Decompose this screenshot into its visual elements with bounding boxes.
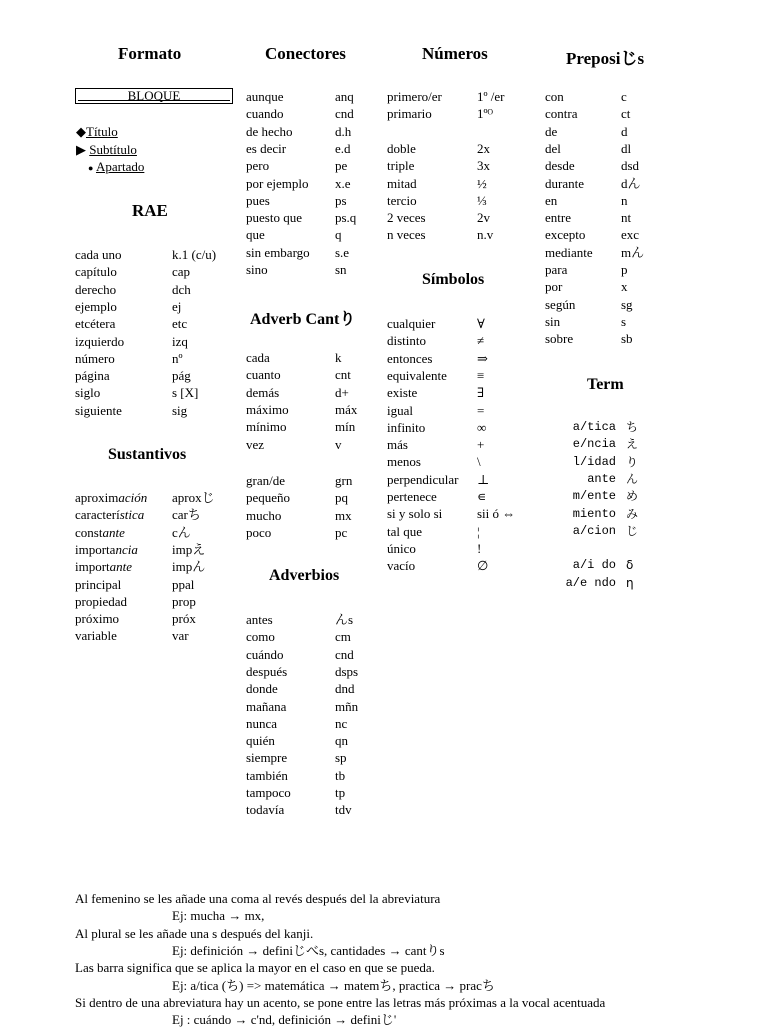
adverb-cant-abbr: d+ bbox=[335, 384, 349, 400]
titulo-label: Título bbox=[86, 124, 118, 139]
simbolo-abbr: ≠ bbox=[477, 333, 485, 349]
sustantivo-stem: caracterí bbox=[75, 507, 120, 523]
preposicion-abbr: sg bbox=[621, 296, 633, 312]
sustantivo-stem: import bbox=[75, 559, 110, 575]
adverbio-abbr: んs bbox=[335, 612, 354, 627]
simbolo-abbr: ⇒ bbox=[477, 350, 488, 366]
term-ending: ante bbox=[587, 471, 616, 486]
conector-abbr: e.d bbox=[335, 140, 351, 156]
rae-abbr: k.1 (c/u) bbox=[172, 247, 217, 262]
preposicion-term: sin bbox=[545, 313, 561, 329]
sustantivo-term bbox=[75, 610, 119, 627]
sustantivo-stem: próximo bbox=[75, 611, 120, 627]
adverbio-term: también bbox=[246, 767, 288, 783]
adverb-cant-term: pequeño bbox=[246, 490, 291, 506]
sustantivo-term bbox=[75, 489, 147, 506]
bullet-icon: ● bbox=[88, 163, 94, 173]
term-symbol: δ bbox=[626, 558, 634, 573]
footer-example: Ej : cuándo → c'nd, definición → definiじ' bbox=[172, 1012, 397, 1028]
preposicion-term: del bbox=[545, 140, 561, 156]
sustantivo-abbr: var bbox=[172, 628, 189, 644]
format-subtitulo bbox=[76, 141, 137, 158]
numero-term: tercio bbox=[387, 192, 417, 208]
sustantivo-ending: stica bbox=[119, 507, 145, 523]
apartado-label: Apartado bbox=[95, 159, 145, 174]
adverbio-abbr: dnd bbox=[335, 681, 355, 697]
adverb-cant-abbr: máx bbox=[335, 401, 358, 417]
sustantivo-abbr: aproxじ bbox=[172, 490, 215, 505]
adverbio-term: antes bbox=[246, 612, 273, 627]
preposicion-abbr: d bbox=[621, 123, 628, 139]
rae-term: número bbox=[75, 350, 115, 366]
numero-term: doble bbox=[387, 140, 416, 156]
term-symbol: み bbox=[626, 506, 639, 521]
sustantivo-term bbox=[75, 627, 117, 644]
sustantivo-abbr: carち bbox=[172, 507, 201, 523]
term-ending: miento bbox=[572, 506, 616, 521]
sustantivo-ending: ante bbox=[109, 559, 133, 575]
numero-abbr: ½ bbox=[477, 175, 487, 191]
adverbio-term: mañana bbox=[246, 698, 287, 714]
numero-abbr: 1ºᴼ bbox=[477, 106, 493, 122]
header-conectores: Conectores bbox=[265, 44, 346, 63]
preposicion-abbr: p bbox=[621, 262, 628, 277]
adverbio-abbr: tp bbox=[335, 785, 346, 800]
adverb-cant-abbr: pq bbox=[335, 490, 348, 506]
preposicion-term: durante bbox=[545, 175, 584, 191]
adverb-cant-term: máximo bbox=[246, 401, 289, 417]
adverbio-term: donde bbox=[246, 681, 278, 697]
term-symbol: η bbox=[626, 575, 634, 590]
diamond-icon: ◆ bbox=[76, 124, 86, 139]
preposicion-term: para bbox=[545, 262, 568, 277]
rae-abbr: cap bbox=[172, 264, 191, 280]
conector-term: cuando bbox=[246, 106, 284, 122]
numero-abbr: 2x bbox=[477, 140, 490, 156]
adverbio-term: tampoco bbox=[246, 785, 291, 800]
simbolo-abbr: ∊ bbox=[477, 489, 487, 504]
preposicion-abbr: dん bbox=[621, 175, 641, 191]
term-ending: l/idad bbox=[572, 454, 616, 469]
conector-term: sino bbox=[246, 262, 268, 277]
preposicion-abbr: dsd bbox=[621, 158, 640, 174]
conector-abbr: cnd bbox=[335, 106, 354, 122]
conector-term: por ejemplo bbox=[246, 175, 309, 191]
footer-example: Ej: mucha → mx, bbox=[172, 908, 265, 924]
sustantivo-stem: const bbox=[75, 524, 103, 540]
term-ending: e/ncia bbox=[572, 437, 616, 452]
header-sustantivos: Sustantivos bbox=[108, 446, 187, 463]
header-simbolos: Símbolos bbox=[422, 271, 485, 288]
sustantivo-ending: ncia bbox=[115, 541, 138, 557]
header-adverb-cant: Adverb Cantり bbox=[250, 311, 356, 328]
adverb-cant-abbr: mín bbox=[335, 419, 356, 435]
sustantivo-stem: variable bbox=[75, 628, 117, 644]
numero-term: triple bbox=[387, 158, 415, 174]
adverbio-abbr: tdv bbox=[335, 802, 352, 818]
format-apartado bbox=[88, 158, 144, 177]
sustantivo-term bbox=[75, 558, 132, 575]
numero-abbr: n.v bbox=[477, 227, 494, 243]
conector-abbr: sn bbox=[335, 262, 347, 277]
preposicion-term: por bbox=[545, 279, 563, 295]
adverb-cant-term: mucho bbox=[246, 507, 282, 523]
preposicion-abbr: exc bbox=[621, 227, 640, 243]
preposicion-term: desde bbox=[545, 158, 575, 174]
preposicion-abbr: mん bbox=[621, 244, 645, 260]
preposicion-term: contra bbox=[545, 106, 578, 122]
simbolo-abbr: ∀ bbox=[477, 316, 485, 331]
numero-abbr: 2v bbox=[477, 210, 490, 226]
rae-abbr: sig bbox=[172, 402, 188, 418]
preposicion-term: en bbox=[545, 192, 558, 208]
adverbio-abbr: sp bbox=[335, 750, 347, 766]
adverbio-term: nunca bbox=[246, 715, 278, 731]
preposicion-abbr: dl bbox=[621, 140, 632, 156]
rae-abbr: dch bbox=[172, 281, 191, 297]
adverbio-term: cuándo bbox=[246, 646, 284, 662]
adverbio-term: quién bbox=[246, 733, 275, 749]
simbolo-term: cualquier bbox=[387, 316, 436, 331]
header-rae: RAE bbox=[132, 201, 168, 220]
rae-abbr: pág bbox=[172, 368, 191, 384]
adverbio-abbr: mñn bbox=[335, 698, 359, 714]
rae-term: página bbox=[75, 368, 110, 384]
rae-term: siglo bbox=[75, 385, 101, 401]
conector-term: pero bbox=[246, 158, 270, 174]
preposicion-abbr: c bbox=[621, 89, 627, 104]
term-ending: a/tica bbox=[572, 420, 616, 434]
adverbio-abbr: cnd bbox=[335, 646, 354, 662]
adverb-cant-abbr: v bbox=[335, 436, 342, 452]
adverbio-term: después bbox=[246, 663, 288, 679]
sustantivo-term bbox=[75, 524, 125, 541]
adverb-cant-abbr: grn bbox=[335, 473, 353, 488]
term-symbol: め bbox=[626, 489, 639, 504]
simbolo-term: entonces bbox=[387, 350, 433, 366]
adverb-cant-term: vez bbox=[246, 436, 265, 452]
adverbio-abbr: qn bbox=[335, 733, 348, 749]
term-symbol: ち bbox=[626, 420, 639, 434]
preposicion-term: mediante bbox=[545, 244, 593, 260]
adverbio-abbr: dsps bbox=[335, 663, 359, 679]
numero-abbr: 1º /er bbox=[477, 89, 505, 104]
sustantivo-abbr: impん bbox=[172, 559, 206, 575]
simbolo-abbr: + bbox=[477, 437, 485, 453]
simbolo-term: igual bbox=[387, 402, 413, 418]
header-preposiciones: Preposiじs bbox=[566, 49, 645, 68]
preposicion-term: sobre bbox=[545, 331, 574, 347]
simbolo-abbr: sii ó ⇔ bbox=[477, 506, 516, 522]
footer-example: Ej: definición → definiじべs, cantidades → cantりs bbox=[172, 942, 445, 958]
sustantivo-stem: importa bbox=[75, 541, 116, 557]
rae-term: siguiente bbox=[75, 402, 122, 418]
footer-example: Ej: a/tica (ち) => matemática → matemち, practica → pracち bbox=[172, 977, 495, 993]
adverb-cant-abbr: cnt bbox=[335, 367, 351, 383]
footer-rule: Si dentro de una abreviatura hay un acento, se pone entre las letras más próximas a la vocal acentuada bbox=[75, 994, 606, 1010]
sustantivo-ending: ante bbox=[102, 524, 125, 540]
simbolo-abbr: ≡ bbox=[477, 367, 485, 383]
rae-term: izquierdo bbox=[75, 333, 125, 349]
simbolo-term: más bbox=[387, 437, 408, 453]
header-adverbios: Adverbios bbox=[269, 567, 340, 584]
adverbio-term: siempre bbox=[246, 750, 288, 766]
numero-term: 2 veces bbox=[387, 210, 426, 226]
simbolo-abbr: ∃ bbox=[477, 385, 485, 401]
conector-abbr: anq bbox=[335, 89, 354, 104]
header-term: Term bbox=[587, 376, 624, 393]
simbolo-abbr: \ bbox=[477, 454, 481, 470]
term-symbol: え bbox=[626, 437, 639, 452]
adverbio-abbr: nc bbox=[335, 715, 348, 731]
simbolo-term: equivalente bbox=[387, 367, 447, 383]
preposicion-abbr: sb bbox=[621, 331, 633, 347]
simbolo-term: pertenece bbox=[387, 489, 437, 504]
simbolo-abbr: ∞ bbox=[477, 419, 487, 435]
bloque-box bbox=[75, 88, 233, 104]
simbolo-abbr: ⊥ bbox=[477, 471, 490, 487]
rae-term: cada uno bbox=[75, 247, 122, 262]
preposicion-abbr: n bbox=[621, 192, 628, 208]
conector-abbr: q bbox=[335, 227, 342, 243]
simbolo-term: perpendicular bbox=[387, 471, 459, 487]
conector-abbr: ps bbox=[335, 192, 347, 208]
rae-term: derecho bbox=[75, 281, 117, 297]
simbolo-term: menos bbox=[387, 454, 421, 470]
simbolo-term: tal que bbox=[387, 523, 423, 539]
conector-term: pues bbox=[246, 192, 270, 208]
term-symbol: じ bbox=[626, 523, 639, 538]
term-ending: a/cion bbox=[572, 523, 616, 538]
numero-term: n veces bbox=[387, 227, 426, 243]
sustantivo-abbr: ppal bbox=[172, 576, 195, 592]
term-ending: a/e ndo bbox=[565, 575, 616, 590]
conector-term: de hecho bbox=[246, 123, 293, 139]
sustantivo-abbr: prop bbox=[172, 593, 196, 609]
sustantivo-ending: ación bbox=[118, 490, 148, 505]
simbolo-abbr: ! bbox=[477, 540, 482, 556]
rae-abbr: etc bbox=[172, 316, 188, 332]
adverbio-abbr: cm bbox=[335, 629, 351, 645]
numero-term: primario bbox=[387, 106, 432, 122]
adverb-cant-abbr: pc bbox=[335, 524, 348, 540]
conector-term: puesto que bbox=[246, 210, 302, 226]
conector-term: que bbox=[246, 227, 265, 243]
adverb-cant-term: demás bbox=[246, 384, 280, 400]
conector-abbr: pe bbox=[335, 158, 348, 174]
preposicion-abbr: ct bbox=[621, 106, 631, 122]
numero-abbr: ⅓ bbox=[477, 192, 487, 208]
sustantivo-abbr: impえ bbox=[172, 541, 206, 557]
adverb-cant-term: cada bbox=[246, 350, 270, 365]
bloque-label: BLOQUE bbox=[127, 88, 181, 103]
adverb-cant-abbr: mx bbox=[335, 507, 352, 523]
conector-abbr: x.e bbox=[335, 175, 351, 191]
simbolo-abbr: ∅ bbox=[477, 558, 489, 574]
adverb-cant-abbr: k bbox=[335, 350, 342, 365]
header-numeros: Números bbox=[422, 44, 488, 63]
numero-abbr: 3x bbox=[477, 158, 490, 174]
conector-term: es decir bbox=[246, 140, 287, 156]
simbolo-term: infinito bbox=[387, 419, 426, 435]
format-titulo bbox=[76, 123, 118, 140]
simbolo-abbr: = bbox=[477, 402, 485, 418]
term-symbol: り bbox=[626, 454, 639, 469]
preposicion-term: excepto bbox=[545, 227, 586, 243]
adverb-cant-term: mínimo bbox=[246, 419, 287, 435]
conector-term: sin embargo bbox=[246, 244, 310, 260]
sustantivo-term bbox=[75, 576, 121, 593]
header-formato: Formato bbox=[118, 44, 182, 63]
footer-rule: Al femenino se les añade una coma al revés después del la abreviatura bbox=[75, 891, 441, 906]
adverbio-term: como bbox=[246, 629, 275, 645]
preposicion-term: con bbox=[545, 89, 564, 104]
term-ending: m/ente bbox=[572, 489, 616, 504]
rae-abbr: izq bbox=[172, 333, 188, 349]
simbolo-term: si y solo si bbox=[387, 506, 443, 522]
numero-term: primero/er bbox=[387, 89, 442, 104]
conector-abbr: d.h bbox=[335, 123, 352, 139]
sustantivo-term bbox=[75, 541, 138, 558]
rae-abbr: ej bbox=[172, 298, 182, 314]
sustantivo-abbr: cん bbox=[172, 524, 191, 540]
simbolo-term: vacío bbox=[387, 558, 416, 574]
numero-term: mitad bbox=[387, 175, 417, 191]
term-ending: a/i do bbox=[572, 558, 616, 573]
adverb-cant-term: poco bbox=[246, 524, 272, 540]
subtitulo-label: Subtítulo bbox=[89, 142, 137, 157]
sustantivo-stem: propiedad bbox=[75, 593, 127, 609]
adverbio-abbr: tb bbox=[335, 767, 346, 783]
preposicion-abbr: s bbox=[621, 313, 627, 329]
simbolo-term: único bbox=[387, 540, 416, 556]
footer-rule: Las barra significa que se aplica la mayor en el caso en que se pueda. bbox=[75, 960, 435, 976]
sustantivo-stem: principal bbox=[75, 576, 122, 592]
preposicion-term: entre bbox=[545, 210, 571, 226]
adverbio-term: todavía bbox=[246, 802, 285, 818]
preposicion-term: de bbox=[545, 123, 558, 139]
conector-abbr: s.e bbox=[335, 244, 350, 260]
rae-term: ejemplo bbox=[75, 298, 117, 314]
simbolo-abbr: ¦ bbox=[477, 523, 480, 539]
sustantivo-abbr: próx bbox=[172, 611, 196, 627]
adverb-cant-term: cuanto bbox=[246, 367, 281, 383]
triangle-right-icon: ▶ bbox=[76, 142, 86, 157]
rae-term: etcétera bbox=[75, 316, 116, 332]
rae-abbr: s [X] bbox=[172, 385, 199, 401]
sustantivo-term bbox=[75, 593, 127, 610]
rae-abbr: nº bbox=[172, 350, 183, 366]
preposicion-abbr: nt bbox=[621, 210, 632, 226]
conector-abbr: ps.q bbox=[335, 210, 357, 226]
preposicion-term: según bbox=[545, 296, 576, 312]
footer-rule: Al plural se les añade una s después del kanji. bbox=[75, 925, 314, 941]
conector-term: aunque bbox=[246, 89, 284, 104]
term-symbol: ん bbox=[626, 471, 639, 486]
sustantivo-stem: aproxim bbox=[75, 490, 119, 505]
preposicion-abbr: x bbox=[621, 279, 628, 295]
rae-term: capítulo bbox=[75, 264, 117, 280]
simbolo-term: distinto bbox=[387, 333, 427, 349]
simbolo-term: existe bbox=[387, 385, 418, 401]
adverb-cant-term: gran/de bbox=[246, 473, 285, 488]
sustantivo-term bbox=[75, 506, 144, 523]
